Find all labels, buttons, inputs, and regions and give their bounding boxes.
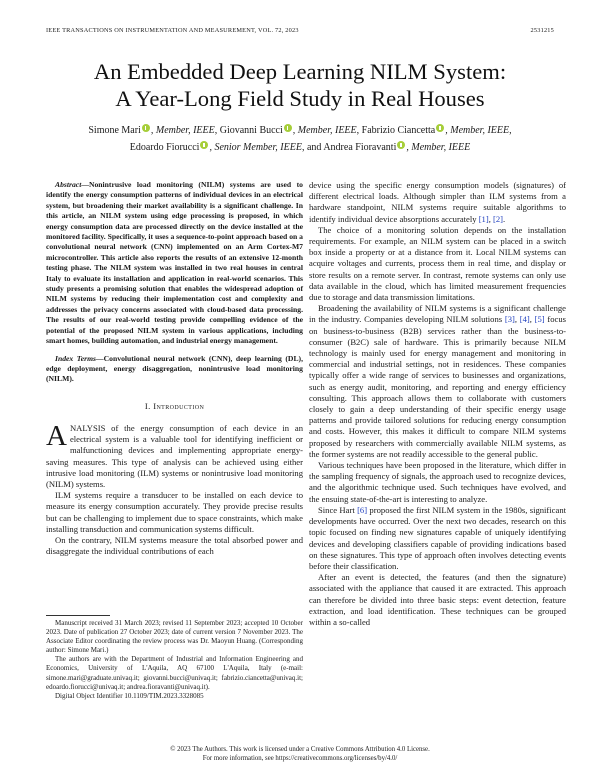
body-paragraph: After an event is detected, the features (and then the signature) associated with the appliance that caused it are extracted. This approach can therefore be divided into three basic steps: event detection, feature extraction, and load identification. These techniques can be grouped within a so-called — [309, 572, 566, 627]
paragraph-text: Since Hart — [318, 504, 358, 515]
citation-link[interactable]: [5] — [534, 314, 545, 325]
author-line-2 — [46, 140, 554, 157]
index-terms-label: Index Terms— — [55, 353, 104, 363]
drop-cap: A — [46, 419, 67, 452]
body-paragraph: ILM systems require a transducer to be installed on each device to measure its energy consumption accurately. They provide precise results but can be challenging to implement due to space constraints, which make installing transduction and communication systems difficult. — [46, 490, 303, 534]
orcid-icon[interactable] — [200, 141, 208, 149]
citation-link[interactable]: [2] — [493, 213, 504, 224]
license-url[interactable]: For more information, see https://creativecommons.org/licenses/by/4.0/ — [202, 755, 398, 762]
citation-link[interactable]: [1] — [478, 213, 489, 224]
body-paragraph — [309, 180, 566, 225]
author-line-1 — [46, 123, 554, 140]
citation-link[interactable]: [6] — [357, 504, 368, 515]
author-role: , Senior Member, IEEE — [209, 141, 302, 153]
author-role: , Member, IEEE — [150, 125, 215, 136]
article-number: 2531215 — [530, 27, 554, 34]
separator: . — [503, 213, 506, 224]
footnotes — [46, 615, 303, 701]
abstract-label: Abstract— — [55, 180, 89, 189]
body-paragraph: The choice of a monitoring solution depends on the installation requirements. For example, an NILM system can be placed in a switch box inside a property or at a distance from it. Local NILM systems can acquire voltages and currents, process them in real time, and display or store results on a remote server. In contrast, remote systems can only use data available in the cloud, which has limited measurement frequencies due to storage and data transmission limitations. — [309, 224, 566, 303]
footnote-doi[interactable]: Digital Object Identifier 10.1109/TIM.2023.3328085 — [55, 691, 204, 700]
paragraph-text: NALYSIS of the energy consumption of each device in an electrical system is a valuable tool for identifying inefficient or malfunctioning devices and implementing appropriate energy-saving measures. This type of analysis can be achieved using either intrusive load monitoring (ILM) systems or nonintrusive load monitoring (NILM) systems. — [46, 422, 303, 489]
orcid-icon[interactable] — [142, 124, 150, 132]
running-header — [46, 27, 554, 37]
body-paragraph: On the contrary, NILM systems measure the total absorbed power and disaggregate the individual contributions of each — [46, 534, 303, 557]
author-name: Edoardo Fiorucci — [129, 141, 200, 153]
paragraph-text: focus on business-to-business (B2B) services rather than the business-to-consumer (B2C) sale of hardware. This is primarily because NILM technology is mainly used for energy management and monitoring in commercial and industrial settings, not in residences. These companies typically offer a wide range of services to businesses and organizations, such as energy audit, monitoring, and reporting and energy efficiency consulting. This approach allows them to collaborate with customers closely to gain a deep understanding of their specific energy usage patterns and provide tailored solutions for reducing energy consumption and costs. However, this makes it difficult to compare NILM systems proposed by researchers with commercially available NILM systems, as the former systems are not readily accessible to the general public. — [309, 314, 567, 459]
body-paragraph — [309, 303, 566, 460]
right-column — [309, 180, 566, 628]
author-name: Simone Mari — [88, 125, 141, 136]
footnote-rule — [46, 615, 110, 616]
orcid-icon[interactable] — [436, 124, 444, 132]
paragraph-text: proposed the first NILM system in the 1980s, significant developments have occurred. Over the next two decades, research on this topic focused on finding new signatures capable of uniquely identifying devices and developing classifiers capable of providing indications based on these signatures. This type of approach often involves detecting events before their classification. — [309, 504, 566, 571]
abstract — [46, 180, 303, 347]
section-number: I. — [144, 400, 151, 411]
author-role: , Member, IEEE — [292, 125, 357, 136]
title-line-1: An Embedded Deep Learning NILM System: — [93, 59, 507, 84]
citation-link[interactable]: [3] — [504, 314, 515, 325]
author-name: , and Andrea Fioravanti — [301, 141, 397, 153]
paragraph-text: Broadening the availability of NILM systems is a significant challenge in the industry. Companies developing NILM solutions — [309, 303, 566, 325]
author-role: , Member, IEEE — [406, 141, 471, 153]
author-name: , Giovanni Bucci — [214, 125, 283, 136]
title-line-2: A Year-Long Field Study in Real Houses — [115, 86, 485, 111]
author-role: , Member, IEEE, — [445, 125, 512, 136]
orcid-icon[interactable] — [284, 124, 292, 132]
paper-title — [40, 58, 560, 112]
orcid-icon[interactable] — [397, 141, 405, 149]
section-heading — [46, 401, 303, 412]
author-name: , Fabrizio Ciancetta — [356, 125, 436, 136]
separator: , — [488, 213, 494, 224]
citation-link[interactable]: [4] — [519, 314, 530, 325]
body-paragraph — [309, 505, 566, 572]
paragraph-text: device using the specific energy consumption models (signatures) of different electrical loads. Although simpler than ILM systems from a hardware standpoint, NILM systems require suitable algorithms to identify individual device absorptions accurately — [309, 180, 566, 224]
body-paragraph — [46, 419, 303, 490]
section-title: Introduction — [153, 400, 205, 411]
footnote-manuscript: Manuscript received 31 March 2023; revised 11 September 2023; accepted 10 October 2023. Date of publication 27 October 2023; date of current version 7 November 2023. The Associate Editor coordinating the review process was Dr. Maoyun Huang. (Corresponding author: Simone Mari.) — [46, 619, 303, 655]
footnote-affiliation: The authors are with the Department of Industrial and Information Engineering and Economics, University of L'Aquila, AQ 67100 L'Aquila, Italy (e-mail: simone.mari@graduate.univaq.it; giovanni.bucci@univaq.it; fabrizio.ciancetta@univaq.it; edoardo.fiorucci@univaq.it; andrea.fioravanti@univaq.it). — [46, 655, 303, 691]
index-terms-text: Convolutional neural network (CNN), deep learning (DL), edge deployment, energy disaggregation, nonintrusive load monitoring (NILM). — [46, 353, 303, 384]
abstract-text: Nonintrusive load monitoring (NILM) systems are used to identify the energy consumption patterns of individual devices in an electrical system, but broadening their market availability is a significant challenge. In this article, an NILM system using edge processing is proposed, in which energy consumption data are processed directly on the device installed at the monitored facility. Specifically, it uses a sequence-to-point approach based on a convolutional neural network (CNN) implemented on an Arm Cortex-M7 microcontroller. This article also reports the results of an extensive 12-month testing phase. The NILM system was installed in two real houses in central Italy to evaluate its installation and application in real-world scenarios. This study presents a promising solution that enables the widespread adoption of NILM systems by reducing their implementation cost and complexity and addresses the privacy concerns associated with cloud-based data processing. The results of our real-world testing provide compelling evidence of the potential of the proposed NILM system in various applications, including smart homes, building automation, and industrial energy management. — [46, 180, 303, 346]
separator: , — [529, 314, 535, 325]
left-column — [46, 180, 303, 557]
body-paragraph: Various techniques have been proposed in the literature, which differ in the sampling frequency of signals, the approach used to recognize devices, and the algorithmic technique used. Such techniques have evolved, and the ensuing state-of-the-art is interesting to analyze. — [309, 460, 566, 504]
separator: , — [514, 314, 520, 325]
journal-name: IEEE TRANSACTIONS ON INSTRUMENTATION AND MEASUREMENT, VOL. 72, 2023 — [46, 27, 299, 34]
license-line: © 2023 The Authors. This work is licensed under a Creative Commons Attribution 4.0 License. — [170, 746, 430, 753]
author-list — [46, 123, 554, 156]
index-terms — [46, 354, 303, 385]
license-footer — [46, 745, 554, 763]
